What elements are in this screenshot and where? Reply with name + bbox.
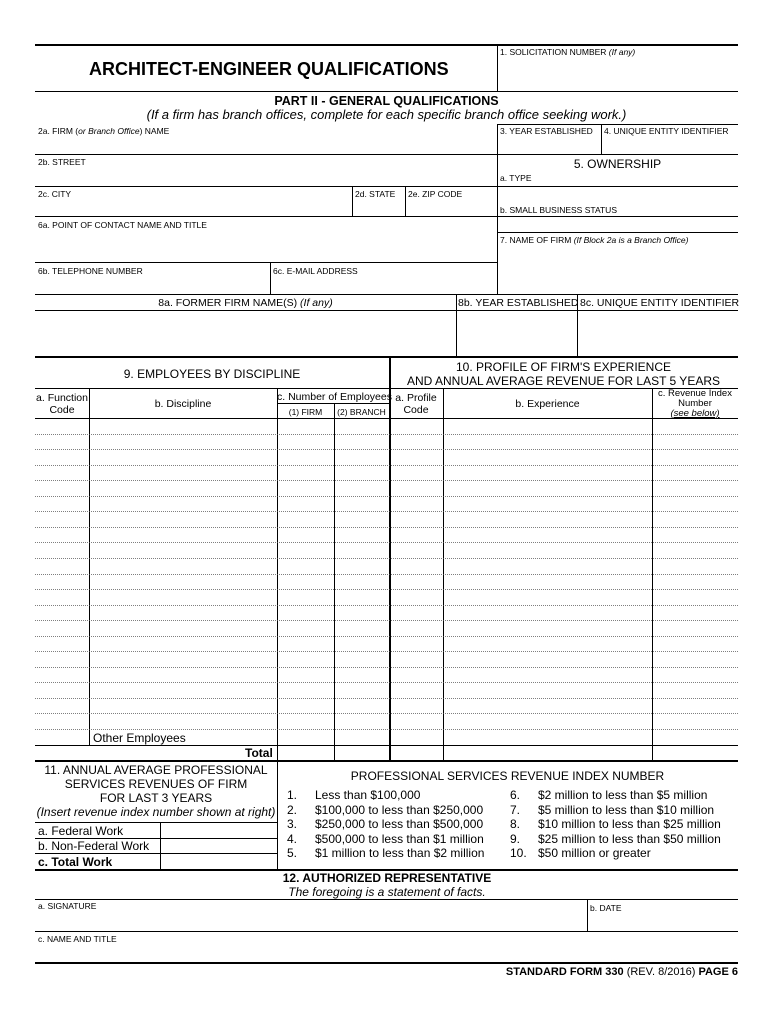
former-uei-label: 8c. UNIQUE ENTITY IDENTIFIER [580,297,740,309]
profile-title-1: 10. PROFILE OF FIRM'S EXPERIENCE [455,360,671,374]
name-title-label: c. NAME AND TITLE [38,934,117,944]
year-established-label: 3. YEAR ESTABLISHED [500,126,593,136]
experience-header: b. Experience [515,398,580,410]
firm-name-label: 2a. FIRM (or Branch Office) NAME [38,126,170,136]
employees-title: 9. EMPLOYEES BY DISCIPLINE [123,367,301,381]
city-label: 2c. CITY [38,189,72,199]
part-subtitle: (If a firm has branch offices, complete for each specific branch office seeking work.) [146,107,627,122]
form-title: ARCHITECT-ENGINEER QUALIFICATIONS [89,59,449,79]
revenue-index-title: PROFESSIONAL SERVICES REVENUE INDEX NUMBER [350,769,665,783]
branch-firm-name-label: 7. NAME OF FIRM (If Block 2a is a Branch Office) [500,235,689,245]
date-input[interactable] [590,914,740,931]
non-federal-work-input[interactable] [163,839,277,854]
name-title-input[interactable] [38,945,740,962]
discipline-header: b. Discipline [154,398,212,410]
authorized-subtitle: The foregoing is a statement of facts. [288,885,486,899]
other-employees-label: Other Employees [93,731,186,745]
state-input[interactable] [355,200,407,216]
former-names-label: 8a. FORMER FIRM NAME(S) (If any) [158,297,333,309]
federal-work-input[interactable] [163,824,277,839]
small-business-status-input[interactable] [500,217,740,232]
street-label: 2b. STREET [38,157,86,167]
former-year-input[interactable] [459,313,577,355]
form-footer: STANDARD FORM 330 (REV. 8/2016) PAGE 6 [505,966,738,978]
uei-label: 4. UNIQUE ENTITY IDENTIFIER [604,126,729,136]
date-label: b. DATE [590,903,622,913]
number-employees-header: c. Number of Employees [277,391,392,403]
city-input[interactable] [38,200,352,216]
state-label: 2d. STATE [355,189,396,199]
poc-input[interactable] [38,233,497,261]
profile-code-header: a. Profile Code [395,392,437,416]
part-title: PART II - GENERAL QUALIFICATIONS [274,94,499,108]
profile-title-2: AND ANNUAL AVERAGE REVENUE FOR LAST 5 YEARS [407,374,720,388]
email-input[interactable] [273,277,497,294]
poc-label: 6a. POINT OF CONTACT NAME AND TITLE [38,220,207,230]
email-label: 6c. E-MAIL ADDRESS [273,266,358,276]
non-federal-work-label: b. Non-Federal Work [38,839,150,853]
total-work-input[interactable] [163,855,277,870]
federal-work-label: a. Federal Work [38,824,124,838]
function-code-header: a. Function Code [36,392,88,416]
revenue-index-header: c. Revenue Index Number (see below) [658,388,732,419]
zip-label: 2e. ZIP CODE [408,189,463,199]
ownership-title: 5. OWNERSHIP [573,157,662,171]
annual-revenues-title: 11. ANNUAL AVERAGE PROFESSIONAL SERVICES REVENUES OF FIRM FOR LAST 3 YEARS (Insert revenue index number shown at right) [36,763,276,819]
former-names-input[interactable] [38,313,456,355]
authorized-title: 12. AUTHORIZED REPRESENTATIVE [282,871,492,885]
firm-name-input[interactable] [38,137,497,154]
former-uei-input[interactable] [580,313,740,355]
revenue-index-list-left: 1. Less than $100,000 2. $100,000 to less than $250,000 3. $250,000 to less than $500,000 4. $500,000 to less than $1 million 5. $1 million to less than $2 million [287,788,485,861]
table-row-rules [35,418,738,746]
uei-input[interactable] [604,137,740,154]
ownership-type-input[interactable] [500,188,740,204]
former-year-label: 8b. YEAR ESTABLISHED [458,297,579,309]
street-input[interactable] [38,168,497,186]
solicitation-number-label: 1. SOLICITATION NUMBER (If any) [500,47,636,57]
signature-label: a. SIGNATURE [38,901,97,911]
branch-col-header: (2) BRANCH [337,407,386,417]
revenue-index-list-right: 6. $2 million to less than $5 million 7. $5 million to less than $10 million 8. $10 million to less than $25 million 9. $25 million to less than $50 million 10. $50 million or greater [510,788,721,861]
year-established-input[interactable] [500,137,602,154]
small-business-status-label: b. SMALL BUSINESS STATUS [500,205,617,215]
zip-input[interactable] [408,200,498,216]
total-work-label: c. Total Work [38,855,113,869]
branch-firm-name-input[interactable] [500,248,740,294]
signature-input[interactable] [38,912,587,931]
solicitation-number-input[interactable] [500,60,738,88]
ownership-type-label: a. TYPE [500,173,532,183]
phone-input[interactable] [38,277,270,294]
firm-col-header: (1) FIRM [288,407,323,417]
total-employees-label: Total [245,746,273,760]
phone-label: 6b. TELEPHONE NUMBER [38,266,143,276]
